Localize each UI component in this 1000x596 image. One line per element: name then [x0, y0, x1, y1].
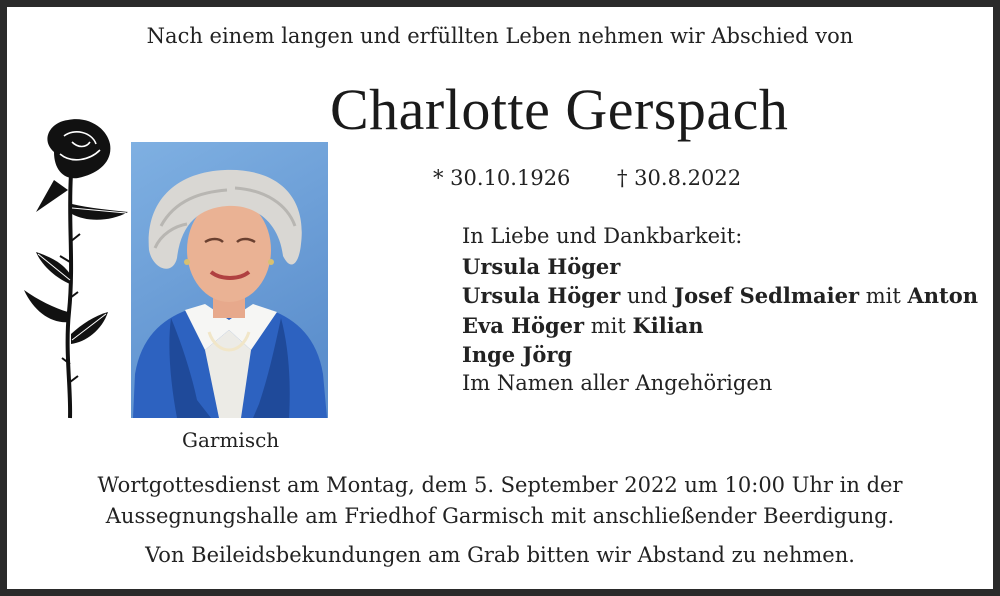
mourner-name: Josef Sedlmaier [674, 283, 860, 308]
service-details-line: Wortgottesdienst am Montag, dem 5. September 2022 um 10:00 Uhr in der [97, 473, 903, 497]
place-caption: Garmisch [182, 428, 280, 452]
death-date: † 30.8.2022 [617, 166, 742, 190]
connector-text: mit [584, 314, 633, 338]
connector-text: mit [859, 284, 908, 308]
mourner-name: Ursula Höger [462, 254, 621, 279]
birth-date: * 30.10.1926 [433, 166, 571, 190]
family-line [462, 283, 978, 308]
intro-text: Nach einem langen und erfüllten Leben nehmen wir Abschied von [146, 24, 854, 48]
connector-text: und [620, 284, 675, 308]
service-details-line: Aussegnungshalle am Friedhof Garmisch mit anschließender Beerdigung. [105, 504, 895, 528]
mourner-name: Ursula Höger [462, 283, 621, 308]
family-closing: Im Namen aller Angehörigen [462, 371, 773, 395]
mourner-name: Eva Höger [462, 313, 585, 338]
condolence-note: Von Beileidsbekundungen am Grab bitten wir Abstand zu nehmen. [145, 543, 855, 567]
family-line [462, 254, 620, 279]
rose-icon [14, 112, 132, 422]
family-intro: In Liebe und Dankbarkeit: [462, 224, 743, 248]
mourner-name: Kilian [632, 313, 704, 338]
mourner-name: Inge Jörg [462, 342, 573, 367]
mourner-name: Anton [907, 283, 979, 308]
deceased-name: Charlotte Gerspach [330, 77, 789, 142]
portrait-photo [131, 142, 328, 418]
family-line [462, 342, 572, 367]
family-line [462, 313, 704, 338]
